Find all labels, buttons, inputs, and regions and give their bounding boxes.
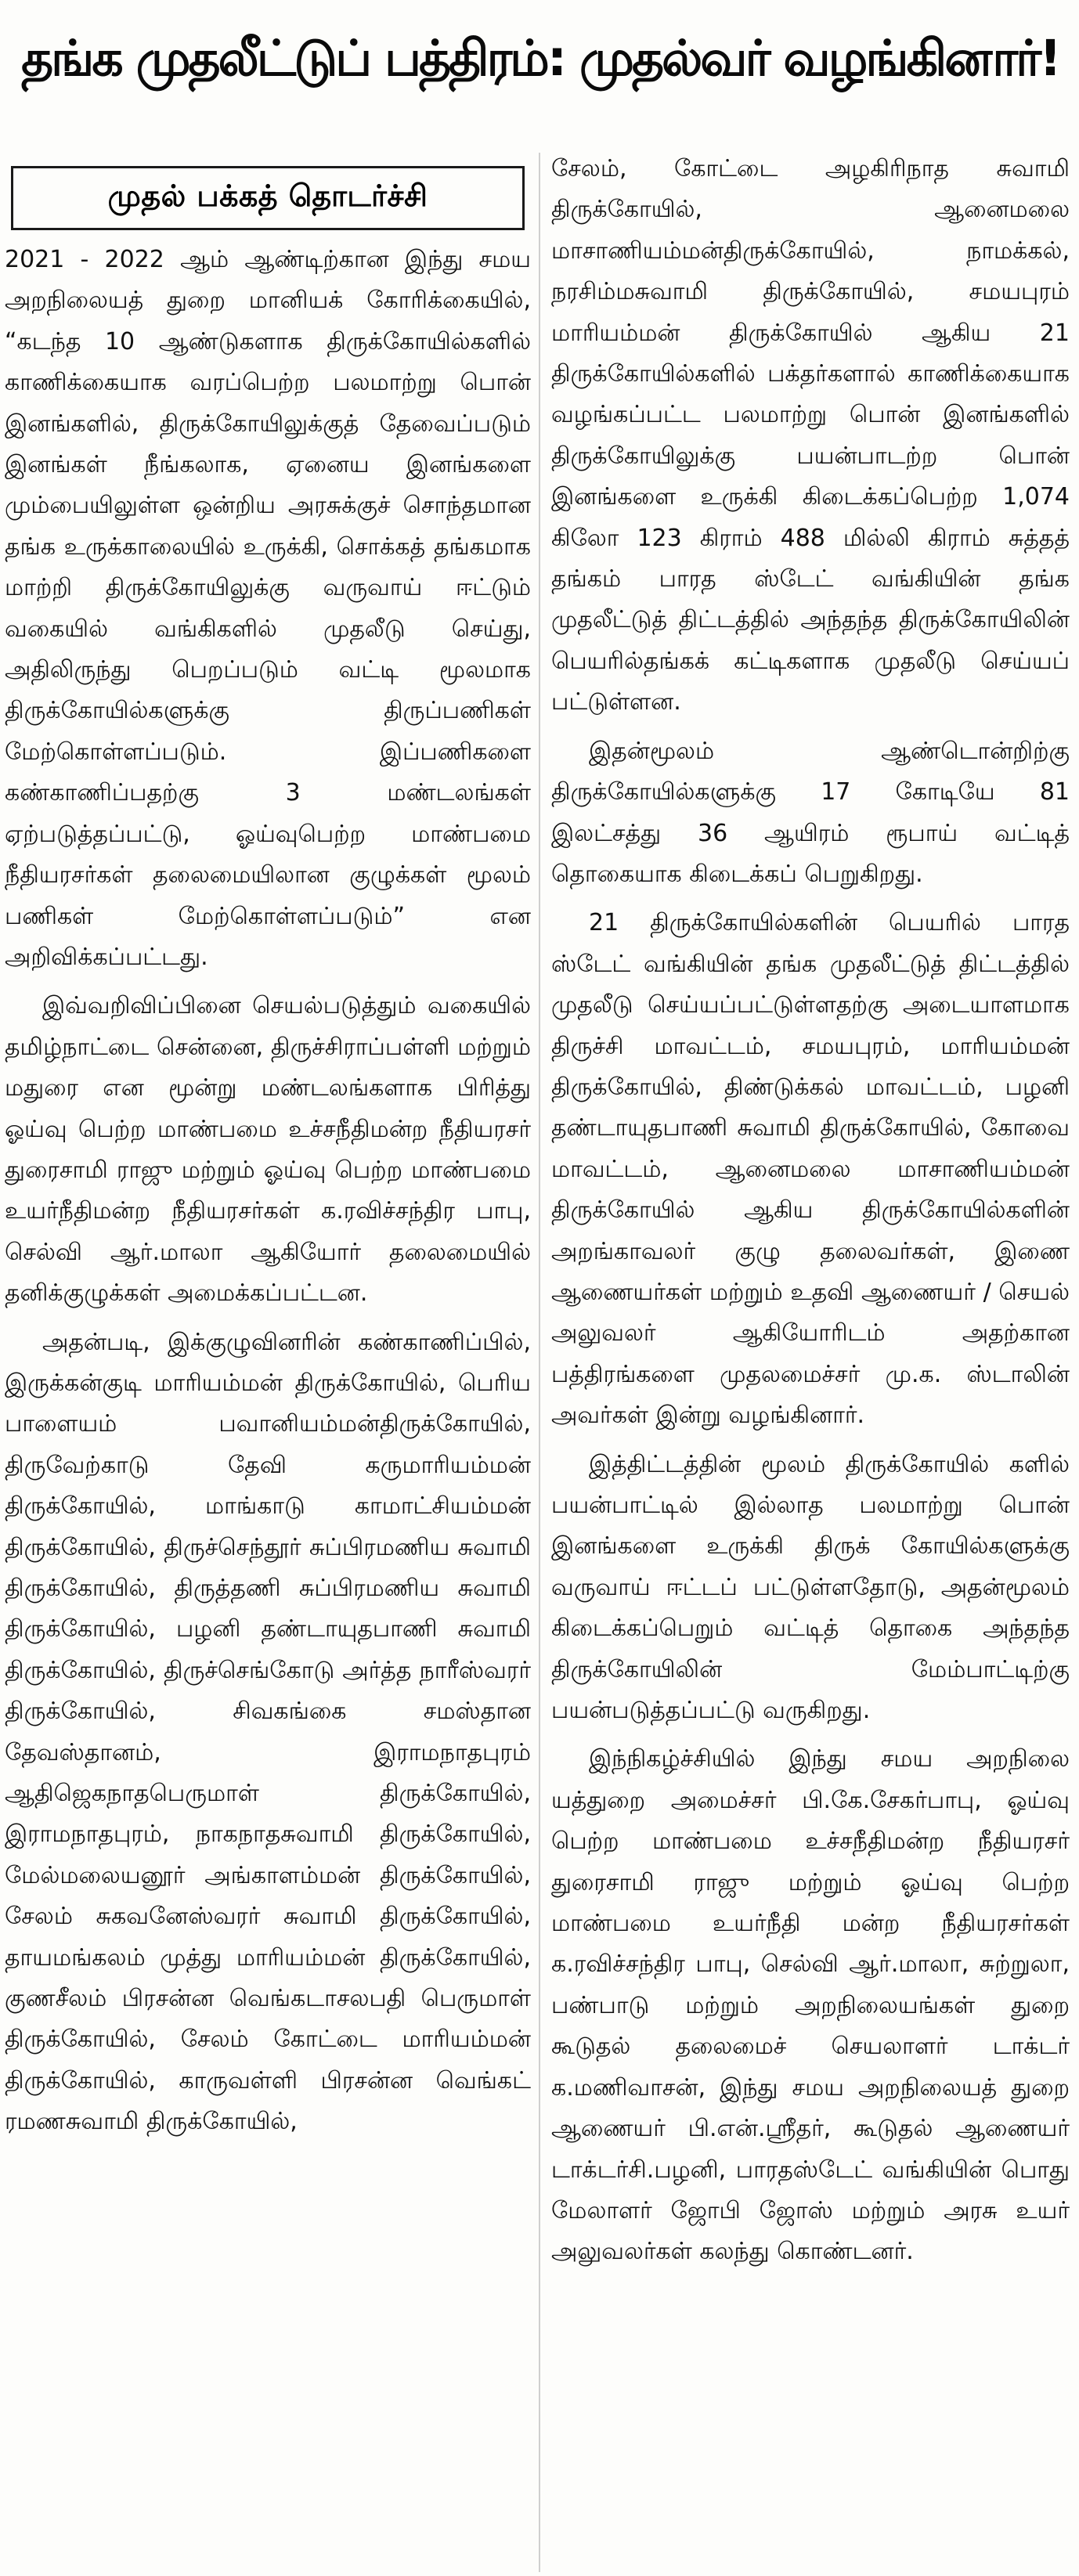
right-paragraph-4: இத்திட்டத்தின் மூலம் திருக்கோயில் களில் பயன்பாட்டில் இல்லாத பலமாற்று பொன் இனங்களை உருக்கி திருக் கோயில்களுக்கு வருவாய் ஈட்டப் பட்டுள்ளதோடு, அதன்மூலம் கிடைக்கப்பெறும் வட்டித் தொகை அந்தந்த திருக்கோயிலின் மேம்பாட்டிற்கு பயன்படுத்தப்பட்டு வருகிறது. [551, 1450, 1070, 1725]
left-paragraph-2: இவ்வறிவிப்பினை செயல்படுத்தும் வகையில் தமிழ்நாட்டை சென்னை, திருச்சிராப்பள்ளி மற்றும் மதுரை என மூன்று மண்டலங்களாக பிரித்து ஓய்வு பெற்ற மாண்பமை உச்சநீதிமன்ற நீதியரசர் துரைசாமி ராஜு மற்றும் ஓய்வு பெற்ற மாண்பமை உயர்நீதிமன்ற நீதியரசர்கள் க.ரவிச்சந்திர பாபு, செல்வி ஆர்.மாலா ஆகியோர் தலைமையில் தனிக்குழுக்கள் அமைக்கப்பட்டன. [5, 992, 531, 1308]
left-paragraph-3: அதன்படி, இக்குழுவினரின் கண்காணிப்பில், இருக்கன்குடி மாரியம்மன் திருக்கோயில், பெரிய பாளையம் பவானியம்மன்திருக்கோயில், திருவேற்காடு தேவி கருமாரியம்மன் திருக்கோயில், மாங்காடு காமாட்சியம்மன் திருக்கோயில், திருச்செந்தூர் சுப்பிரமணிய சுவாமி திருக்கோயில், திருத்தணி சுப்பிரமணிய சுவாமி திருக்கோயில், பழனி தண்டாயுதபாணி சுவாமி திருக்கோயில், திருச்செங்கோடு அர்த்த நாரீஸ்வரர் திருக்கோயில், சிவகங்கை சமஸ்தான தேவஸ்தானம், இராமநாதபுரம் ஆதிஜெகநாதபெருமாள் திருக்கோயில், இராமநாதபுரம், நாகநாதசுவாமி திருக்கோயில், மேல்மலையனூர் அங்காளம்மன் திருக்கோயில், சேலம் சுகவனேஸ்வரர் சுவாமி திருக்கோயில், தாயமங்கலம் முத்து மாரியம்மன் திருக்கோயில், குணசீலம் பிரசன்ன வெங்கடாசலபதி பெருமாள் திருக்கோயில், சேலம் கோட்டை மாரியம்மன் திருக்கோயில், காருவள்ளி பிரசன்ன வெங்கட் ரமணசுவாமி திருக்கோயில், [5, 1328, 531, 2136]
right-column [551, 149, 1070, 2281]
headline: தங்க முதலீட்டுப் பத்திரம்: முதல்வர் வழங்கினார்! [21, 30, 1059, 87]
left-column [5, 240, 531, 2151]
column-divider [539, 153, 540, 2572]
right-paragraph-3: 21 திருக்கோயில்களின் பெயரில் பாரத ஸ்டேட் வங்கியின் தங்க முதலீட்டுத் திட்டத்தில் முதலீடு செய்யப்பட்டுள்ளதற்கு அடையாளமாக திருச்சி மாவட்டம், சமயபுரம், மாரியம்மன் திருக்கோயில், திண்டுக்கல் மாவட்டம், பழனி தண்டாயுதபாணி சுவாமி திருக்கோயில், கோவை மாவட்டம், ஆனைமலை மாசாணியம்மன் திருக்கோயில் ஆகிய திருக்கோயில்களின் அறங்காவலர் குழு தலைவர்கள், இணை ஆணையர்கள் மற்றும் உதவி ஆணையர் / செயல் அலுவலர் ஆகியோரிடம் அதற்கான பத்திரங்களை முதலமைச்சர் மு.க. ஸ்டாலின் அவர்கள் இன்று வழங்கினார். [551, 909, 1070, 1430]
right-paragraph-2: இதன்மூலம் ஆண்டொன்றிற்கு திருக்கோயில்களுக்கு 17 கோடியே 81 இலட்சத்து 36 ஆயிரம் ரூபாய் வட்டித் தொகையாக கிடைக்கப் பெறுகிறது. [551, 737, 1070, 888]
continued-from-front-page-label: முதல் பக்கத் தொடர்ச்சி [11, 166, 525, 230]
left-paragraph-1: 2021 - 2022 ஆம் ஆண்டிற்கான இந்து சமய அறநிலையத் துறை மானியக் கோரிக்கையில், “கடந்த 10 ஆண்டுகளாக திருக்கோயில்களில் காணிக்கையாக வரப்பெற்ற பலமாற்று பொன் இனங்களில், திருக்கோயிலுக்குத் தேவைப்படும் இனங்கள் நீங்கலாக, ஏனைய இனங்களை மும்பையிலுள்ள ஒன்றிய அரசுக்குச் சொந்தமான தங்க உருக்காலையில் உருக்கி, சொக்கத் தங்கமாக மாற்றி திருக்கோயிலுக்கு வருவாய் ஈட்டும் வகையில் வங்கிகளில் முதலீடு செய்து, அதிலிருந்து பெறப்படும் வட்டி மூலமாக திருக்கோயில்களுக்கு திருப்பணிகள் மேற்கொள்ளப்படும். இப்பணிகளை கண்காணிப்பதற்கு 3 மண்டலங்கள் ஏற்படுத்தப்பட்டு, ஓய்வுபெற்ற மாண்பமை நீதியரசர்கள் தலைமையிலான குழுக்கள் மூலம் பணிகள் மேற்கொள்ளப்படும்” என அறிவிக்கப்பட்டது. [5, 246, 531, 971]
right-paragraph-1: சேலம், கோட்டை அழகிரிநாத சுவாமி திருக்கோயில், ஆனைமலை மாசாணியம்மன்திருக்கோயில், நாமக்கல், நரசிம்மசுவாமி திருக்கோயில், சமயபுரம் மாரியம்மன் திருக்கோயில் ஆகிய 21 திருக்கோயில்களில் பக்தர்களால் காணிக்கையாக வழங்கப்பட்ட பலமாற்று பொன் இனங்களில் திருக்கோயிலுக்கு பயன்பாடற்ற பொன் இனங்களை உருக்கி கிடைக்கப்பெற்ற 1,074 கிலோ 123 கிராம் 488 மில்லி கிராம் சுத்தத் தங்கம் பாரத ஸ்டேட் வங்கியின் தங்க முதலீட்டுத் திட்டத்தில் அந்தந்த திருக்கோயிலின் பெயரில்தங்கக் கட்டிகளாக முதலீடு செய்யப் பட்டுள்ளன. [551, 155, 1070, 716]
right-paragraph-5: இந்நிகழ்ச்சியில் இந்து சமய அறநிலை யத்துறை அமைச்சர் பி.கே.சேகர்பாபு, ஓய்வு பெற்ற மாண்பமை உச்சநீதிமன்ற நீதியரசர் துரைசாமி ராஜு மற்றும் ஓய்வு பெற்ற மாண்பமை உயர்நீதி மன்ற நீதியரசர்கள் க.ரவிச்சந்திர பாபு, செல்வி ஆர்.மாலா, சுற்றுலா, பண்பாடு மற்றும் அறநிலையங்கள் துறை கூடுதல் தலைமைச் செயலாளர் டாக்டர் க.மணிவாசன், இந்து சமய அறநிலையத் துறை ஆணையர் பி.என்.ஸ்ரீதர், கூடுதல் ஆணையர் டாக்டர்சி.பழனி, பாரதஸ்டேட் வங்கியின் பொது மேலாளர் ஜோபி ஜோஸ் மற்றும் அரசு உயர் அலுவலர்கள் கலந்து கொண்டனர். [551, 1745, 1070, 2266]
